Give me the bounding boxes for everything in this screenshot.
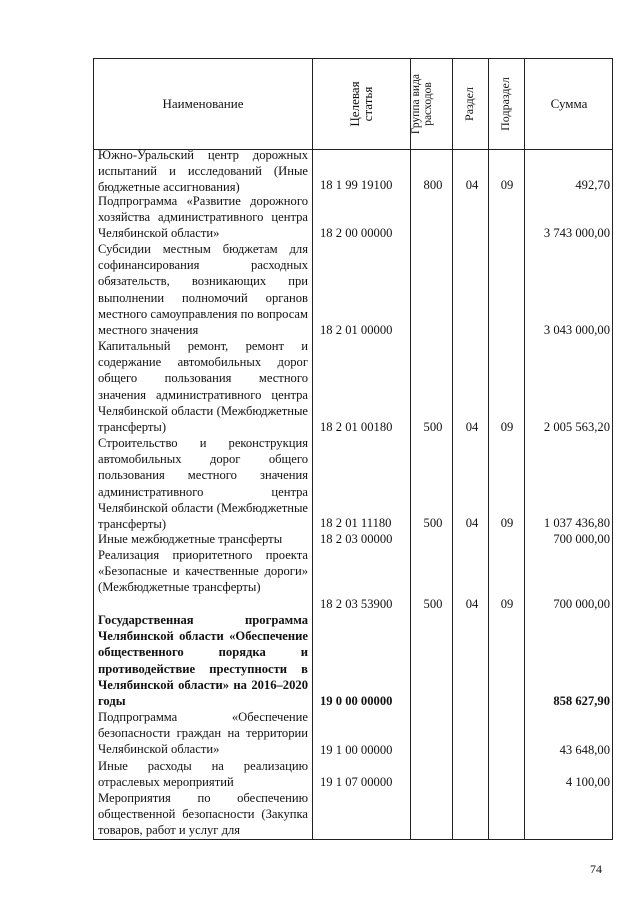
row-sum: 2 005 563,20 [543,419,610,434]
header-subsection: Подраздел [498,77,512,131]
row-subsection: 09 [500,177,514,192]
row-subsection: 09 [500,596,514,611]
row-group: 500 [423,419,443,434]
row-code: 18 2 00 00000 [320,225,393,240]
table-row [94,435,614,531]
row-name: Подпрограмма «Развитие дорожного хозяйства административного центра Челябинской области» [98,194,308,241]
table-row [94,547,614,612]
row-code: 19 0 00 00000 [320,693,393,708]
row-code: 18 2 03 00000 [320,531,393,546]
table-row [94,709,614,758]
row-section: 04 [465,596,479,611]
row-name: Южно-Уральский центр дорожных испытаний и исследований (Иные бюджетные ассигнования) [98,148,308,195]
row-sum: 4 100,00 [565,774,610,789]
page-number: 74 [590,862,602,876]
row-code: 18 2 01 11180 [320,515,392,530]
header-section: Раздел [462,87,476,121]
row-subsection: 09 [500,419,514,434]
row-sum: 858 627,90 [553,693,610,708]
row-code: 18 1 99 19100 [320,177,393,192]
row-name: Субсидии местным бюджетам для софинансирования расходных обязательств, возникающих при выполнении полномочий органов местного самоуправления по вопросам местного значения [98,242,308,338]
row-group: 500 [423,596,443,611]
row-name: Реализация приоритетного проекта «Безопасные и качественные дороги» (Межбюджетные трансферты) [98,548,308,595]
row-section: 04 [465,515,479,530]
row-section: 04 [465,177,479,192]
row-sum: 43 648,00 [559,742,610,757]
header-group: Группа вида расходов [410,73,434,135]
row-name: Государственная программа Челябинской области «Обеспечение общественного порядка и противодействие преступности в Челябинской области» на 2016–2020 годы [98,613,308,709]
row-name: Иные межбюджетные трансферты [98,532,283,546]
row-sum: 1 037 436,80 [543,515,610,530]
row-sum: 3 043 000,00 [543,322,610,337]
row-name: Строительство и реконструкция автомобильных дорог общего пользования местного значения административного центра Челябинской области (Межбюджетные трансферты) [98,436,308,532]
row-sum: 3 743 000,00 [543,225,610,240]
row-group: 500 [423,515,443,530]
row-code: 18 2 01 00180 [320,419,393,434]
row-sum: 700 000,00 [553,531,610,546]
header-code: Целевая статья [347,81,375,127]
row-code: 18 2 01 00000 [320,322,393,337]
row-section: 04 [465,419,479,434]
budget-table [93,58,613,840]
row-code: 19 1 07 00000 [320,774,393,789]
header-sum: Сумма [550,96,588,111]
row-name: Капитальный ремонт, ремонт и содержание автомобильных дорог общего пользования местного значения административного центра Челябинской области (Межбюджетные трансферты) [98,339,308,435]
row-name: Мероприятия по обеспечению общественной безопасности (Закупка товаров, работ и услуг для [98,791,308,838]
row-code: 19 1 00 00000 [320,742,393,757]
table-row [94,531,614,547]
table-row [94,241,614,338]
row-name: Подпрограмма «Обеспечение безопасности граждан на территории Челябинской области» [98,710,308,757]
row-sum: 492,70 [575,177,610,192]
table-row [94,612,614,709]
table-row [94,758,614,790]
table-row [94,193,614,241]
row-group: 800 [423,177,443,192]
row-name: Иные расходы на реализацию отраслевых мероприятий [98,759,308,790]
row-sum: 700 000,00 [553,596,610,611]
row-subsection: 09 [500,515,514,530]
table-row [94,790,614,839]
row-code: 18 2 03 53900 [320,596,393,611]
table-row [94,147,614,193]
table-row [94,338,614,435]
header-name: Наименование [162,96,244,111]
